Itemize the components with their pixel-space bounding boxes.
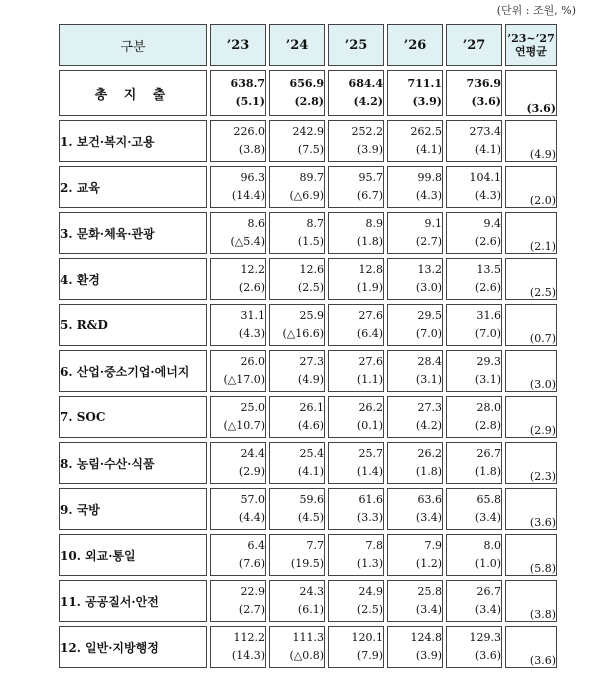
growth-rate: (3.9) <box>356 143 383 156</box>
value-cell <box>328 304 384 346</box>
value-cell <box>210 488 266 530</box>
growth-rate: (6.1) <box>297 603 324 616</box>
amount: 111.3 <box>292 631 324 644</box>
value-cell <box>446 488 502 530</box>
value-cell <box>387 534 443 576</box>
value-cell <box>387 304 443 346</box>
average-cell: (0.7) <box>505 304 557 346</box>
growth-rate: (△6.9) <box>289 189 324 202</box>
value-cell <box>387 488 443 530</box>
value-cell <box>387 442 443 484</box>
value-cell <box>387 626 443 668</box>
amount: 26.0 <box>240 355 265 368</box>
amount: 120.1 <box>351 631 383 644</box>
amount: 124.8 <box>410 631 442 644</box>
amount: 65.8 <box>476 493 501 506</box>
value-cell <box>269 304 325 346</box>
amount: 99.8 <box>417 171 442 184</box>
value-cell <box>387 166 443 208</box>
header-category: 구분 <box>59 24 207 66</box>
growth-rate: (4.4) <box>238 511 265 524</box>
growth-rate: (7.6) <box>238 557 265 570</box>
amount: 7.7 <box>306 539 324 552</box>
growth-rate: (4.1) <box>297 465 324 478</box>
header-year: ’27 <box>446 24 502 66</box>
amount: 8.6 <box>247 217 265 230</box>
growth-rate: (2.6) <box>474 281 501 294</box>
value-cell <box>387 350 443 392</box>
value-cell <box>269 396 325 438</box>
value-cell <box>446 304 502 346</box>
growth-rate: (2.8) <box>474 419 501 432</box>
amount: 13.5 <box>476 263 501 276</box>
amount: 24.3 <box>299 585 324 598</box>
growth-rate: (△10.7) <box>223 419 265 432</box>
amount: 25.4 <box>299 447 324 460</box>
growth-rate: (14.4) <box>231 189 265 202</box>
value-cell <box>210 212 266 254</box>
header-year: ’23 <box>210 24 266 66</box>
amount: 25.9 <box>299 309 324 322</box>
value-cell <box>210 350 266 392</box>
amount: 252.2 <box>351 125 383 138</box>
header-year: ’26 <box>387 24 443 66</box>
growth-rate: (14.3) <box>231 649 265 662</box>
total-average: (3.6) <box>505 70 557 116</box>
amount: 27.6 <box>358 309 383 322</box>
value-cell <box>446 212 502 254</box>
value-cell <box>269 534 325 576</box>
value-cell <box>328 350 384 392</box>
growth-rate: (3.4) <box>474 603 501 616</box>
amount: 12.6 <box>299 263 324 276</box>
total-cell: 638.7 (5.1) <box>210 70 266 116</box>
category-label: 9. 국방 <box>59 488 207 530</box>
category-label: 11. 공공질서·안전 <box>59 580 207 622</box>
growth-rate: (1.1) <box>356 373 383 386</box>
growth-rate: (4.9) <box>297 373 324 386</box>
amount: 89.7 <box>299 171 324 184</box>
value-cell <box>210 580 266 622</box>
value-cell <box>269 120 325 162</box>
value-cell <box>387 258 443 300</box>
value-cell <box>446 258 502 300</box>
value-cell <box>446 350 502 392</box>
growth-rate: (4.5) <box>297 511 324 524</box>
value-cell <box>210 304 266 346</box>
amount: 31.6 <box>476 309 501 322</box>
growth-rate: (3.9) <box>415 649 442 662</box>
category-label: 2. 교육 <box>59 166 207 208</box>
growth-rate: (4.3) <box>238 327 265 340</box>
growth-rate: (3.4) <box>474 511 501 524</box>
total-cell: 711.1 (3.9) <box>387 70 443 116</box>
growth-rate: (1.8) <box>415 465 442 478</box>
amount: 12.2 <box>240 263 265 276</box>
amount: 24.9 <box>358 585 383 598</box>
value-cell <box>269 488 325 530</box>
value-cell <box>387 396 443 438</box>
average-cell: (3.8) <box>505 580 557 622</box>
value-cell <box>328 166 384 208</box>
value-cell <box>210 396 266 438</box>
amount: 29.3 <box>476 355 501 368</box>
value-cell <box>269 212 325 254</box>
category-label: 1. 보건·복지·고용 <box>59 120 207 162</box>
growth-rate: (1.0) <box>474 557 501 570</box>
amount: 31.1 <box>240 309 265 322</box>
growth-rate: (△16.6) <box>282 327 324 340</box>
value-cell <box>328 120 384 162</box>
table-row <box>59 350 557 392</box>
growth-rate: (2.7) <box>415 235 442 248</box>
amount: 26.7 <box>476 585 501 598</box>
amount: 262.5 <box>410 125 442 138</box>
value-cell <box>328 488 384 530</box>
header-year: ’24 <box>269 24 325 66</box>
growth-rate: (2.7) <box>238 603 265 616</box>
amount: 7.8 <box>365 539 383 552</box>
amount: 8.7 <box>306 217 324 230</box>
amount: 242.9 <box>292 125 324 138</box>
growth-rate: (1.8) <box>356 235 383 248</box>
amount: 226.0 <box>233 125 265 138</box>
category-label: 7. SOC <box>59 396 207 438</box>
total-row <box>59 70 557 116</box>
value-cell <box>446 120 502 162</box>
category-label: 4. 환경 <box>59 258 207 300</box>
growth-rate: (1.5) <box>297 235 324 248</box>
amount: 59.6 <box>299 493 324 506</box>
amount: 95.7 <box>358 171 383 184</box>
growth-rate: (4.2) <box>415 419 442 432</box>
category-label: 3. 문화·체육·관광 <box>59 212 207 254</box>
average-cell: (3.6) <box>505 488 557 530</box>
value-cell <box>210 166 266 208</box>
amount: 129.3 <box>469 631 501 644</box>
amount: 29.5 <box>417 309 442 322</box>
amount: 9.1 <box>424 217 442 230</box>
growth-rate: (3.4) <box>415 603 442 616</box>
amount: 28.0 <box>476 401 501 414</box>
average-cell: (2.0) <box>505 166 557 208</box>
growth-rate: (1.4) <box>356 465 383 478</box>
value-cell <box>328 396 384 438</box>
growth-rate: (2.5) <box>297 281 324 294</box>
average-cell: (4.9) <box>505 120 557 162</box>
amount: 7.9 <box>424 539 442 552</box>
average-cell: (3.6) <box>505 626 557 668</box>
budget-table <box>56 20 560 672</box>
growth-rate: (△5.4) <box>230 235 265 248</box>
growth-rate: (3.4) <box>415 511 442 524</box>
value-cell <box>210 534 266 576</box>
unit-note: (단위 : 조원, %) <box>496 4 576 17</box>
growth-rate: (2.6) <box>238 281 265 294</box>
value-cell <box>328 212 384 254</box>
total-cell: 656.9 (2.8) <box>269 70 325 116</box>
category-label: 10. 외교·통일 <box>59 534 207 576</box>
growth-rate: (7.0) <box>415 327 442 340</box>
value-cell <box>446 396 502 438</box>
value-cell <box>269 258 325 300</box>
growth-rate: (3.8) <box>238 143 265 156</box>
table-row <box>59 212 557 254</box>
growth-rate: (4.3) <box>474 189 501 202</box>
value-cell <box>269 580 325 622</box>
growth-rate: (△17.0) <box>223 373 265 386</box>
header-average <box>505 24 557 66</box>
growth-rate: (3.1) <box>415 373 442 386</box>
table-row <box>59 488 557 530</box>
value-cell <box>446 580 502 622</box>
average-cell: (2.1) <box>505 212 557 254</box>
growth-rate: (6.7) <box>356 189 383 202</box>
growth-rate: (2.5) <box>356 603 383 616</box>
category-label: 5. R&D <box>59 304 207 346</box>
growth-rate: (1.8) <box>474 465 501 478</box>
category-label: 6. 산업·중소기업·에너지 <box>59 350 207 392</box>
value-cell <box>210 626 266 668</box>
amount: 96.3 <box>240 171 265 184</box>
amount: 8.9 <box>365 217 383 230</box>
table-row <box>59 534 557 576</box>
value-cell <box>210 120 266 162</box>
header-average-period: ’23~’27 <box>507 32 555 45</box>
value-cell <box>446 442 502 484</box>
category-label: 8. 농림·수산·식품 <box>59 442 207 484</box>
total-cell: 684.4 (4.2) <box>328 70 384 116</box>
amount: 12.8 <box>358 263 383 276</box>
amount: 27.3 <box>299 355 324 368</box>
amount: 26.7 <box>476 447 501 460</box>
header-row <box>59 24 557 66</box>
amount: 273.4 <box>469 125 501 138</box>
value-cell <box>328 442 384 484</box>
growth-rate: (4.3) <box>415 189 442 202</box>
total-label: 총 지 출 <box>59 70 207 116</box>
table-row <box>59 580 557 622</box>
value-cell <box>328 258 384 300</box>
growth-rate: (19.5) <box>290 557 324 570</box>
average-cell: (3.0) <box>505 350 557 392</box>
table-row <box>59 120 557 162</box>
growth-rate: (1.3) <box>356 557 383 570</box>
value-cell <box>446 534 502 576</box>
amount: 104.1 <box>469 171 501 184</box>
table-row <box>59 396 557 438</box>
amount: 22.9 <box>240 585 265 598</box>
value-cell <box>387 580 443 622</box>
average-cell: (2.5) <box>505 258 557 300</box>
growth-rate: (7.9) <box>356 649 383 662</box>
growth-rate: (4.1) <box>415 143 442 156</box>
growth-rate: (4.6) <box>297 419 324 432</box>
value-cell <box>269 626 325 668</box>
table-row <box>59 442 557 484</box>
growth-rate: (3.6) <box>474 649 501 662</box>
value-cell <box>269 442 325 484</box>
category-label: 12. 일반·지방행정 <box>59 626 207 668</box>
amount: 9.4 <box>483 217 501 230</box>
amount: 27.6 <box>358 355 383 368</box>
value-cell <box>328 626 384 668</box>
growth-rate: (△0.8) <box>289 649 324 662</box>
value-cell <box>210 258 266 300</box>
growth-rate: (3.1) <box>474 373 501 386</box>
growth-rate: (3.0) <box>415 281 442 294</box>
amount: 6.4 <box>247 539 265 552</box>
value-cell <box>210 442 266 484</box>
header-average-label: 연평균 <box>515 45 547 58</box>
total-cell: 736.9 (3.6) <box>446 70 502 116</box>
value-cell <box>446 626 502 668</box>
amount: 27.3 <box>417 401 442 414</box>
value-cell <box>328 580 384 622</box>
header-year: ’25 <box>328 24 384 66</box>
amount: 24.4 <box>240 447 265 460</box>
growth-rate: (7.5) <box>297 143 324 156</box>
value-cell <box>269 166 325 208</box>
amount: 25.0 <box>240 401 265 414</box>
amount: 13.2 <box>417 263 442 276</box>
average-cell: (2.3) <box>505 442 557 484</box>
growth-rate: (2.9) <box>238 465 265 478</box>
table-row <box>59 166 557 208</box>
average-cell: (2.9) <box>505 396 557 438</box>
amount: 112.2 <box>233 631 265 644</box>
growth-rate: (1.2) <box>415 557 442 570</box>
growth-rate: (7.0) <box>474 327 501 340</box>
value-cell <box>387 120 443 162</box>
growth-rate: (4.1) <box>474 143 501 156</box>
amount: 26.2 <box>358 401 383 414</box>
growth-rate: (0.1) <box>356 419 383 432</box>
amount: 28.4 <box>417 355 442 368</box>
table-row <box>59 626 557 668</box>
growth-rate: (1.9) <box>356 281 383 294</box>
amount: 26.2 <box>417 447 442 460</box>
average-cell: (5.8) <box>505 534 557 576</box>
amount: 26.1 <box>299 401 324 414</box>
value-cell <box>328 534 384 576</box>
amount: 8.0 <box>483 539 501 552</box>
value-cell <box>269 350 325 392</box>
table-row <box>59 304 557 346</box>
amount: 61.6 <box>358 493 383 506</box>
growth-rate: (2.6) <box>474 235 501 248</box>
amount: 25.7 <box>358 447 383 460</box>
amount: 25.8 <box>417 585 442 598</box>
growth-rate: (3.3) <box>356 511 383 524</box>
table-row <box>59 258 557 300</box>
growth-rate: (6.4) <box>356 327 383 340</box>
amount: 63.6 <box>417 493 442 506</box>
value-cell <box>387 212 443 254</box>
amount: 57.0 <box>240 493 265 506</box>
value-cell <box>446 166 502 208</box>
